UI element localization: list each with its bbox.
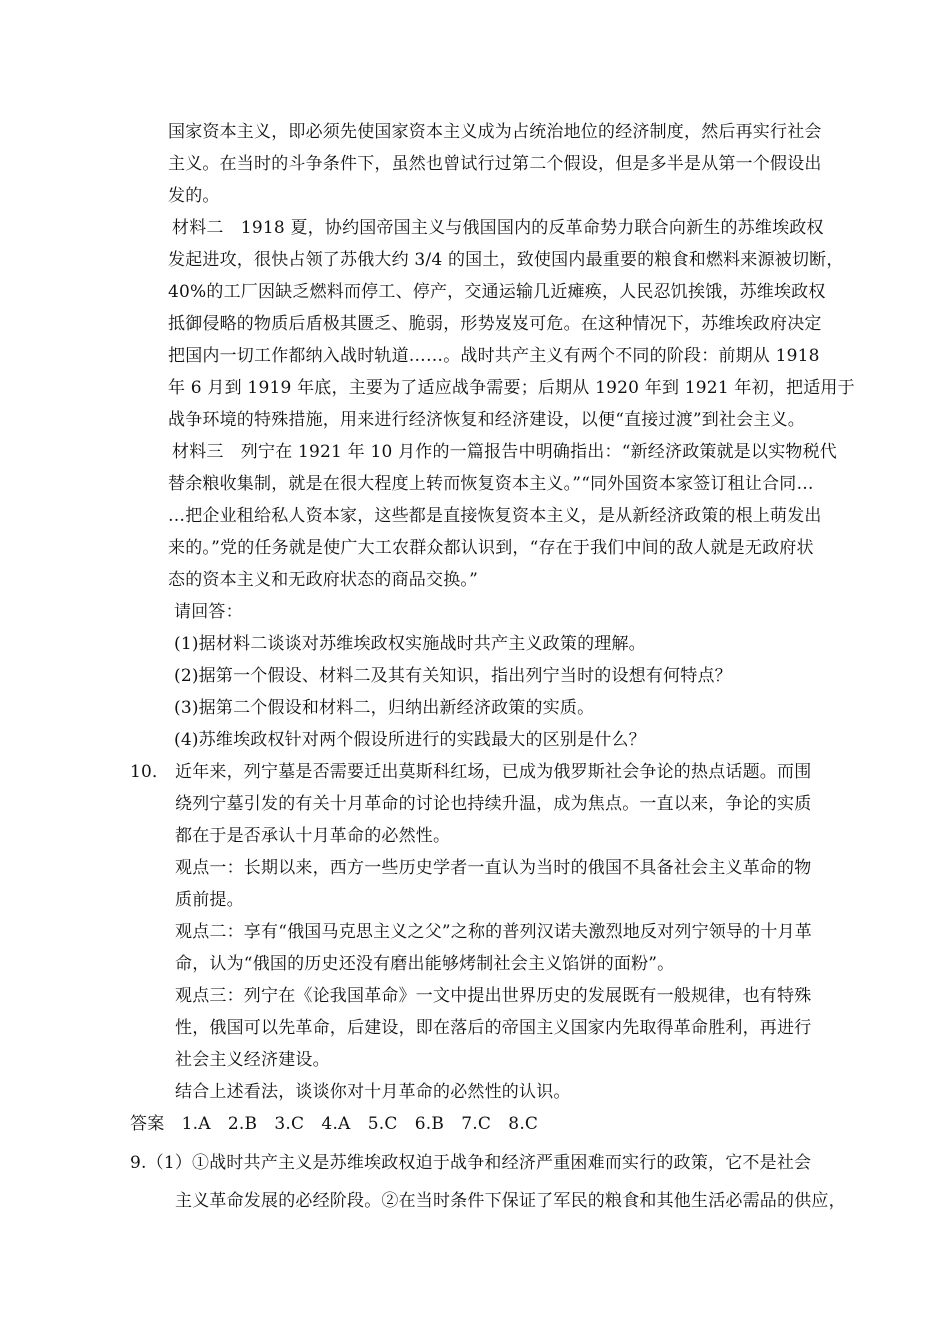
viewpoint-line: 性，俄国可以先革命，后建设，即在落后的帝国主义国家内先取得革命胜利，再进行 — [175, 1018, 812, 1038]
text-line: …把企业租给私人资本家，这些都是直接恢复资本主义，是从新经济政策的根上萌发出 — [168, 506, 822, 526]
text-line: 发起进攻，很快占领了苏俄大约 3/4 的国土，致使国内最重要的粮食和燃料来源被切断， — [168, 250, 844, 270]
viewpoint-line: 社会主义经济建设。 — [175, 1050, 330, 1070]
text-line: 40%的工厂因缺乏燃料而停工、停产，交通运输几近瘫痪，人民忍饥挨饿，苏维埃政权 — [168, 282, 826, 302]
text-line: 绕列宁墓引发的有关十月革命的讨论也持续升温，成为焦点。一直以来，争论的实质 — [175, 794, 812, 814]
question-item: (2)据第一个假设、材料二及其有关知识，指出列宁当时的设想有何特点？ — [174, 666, 732, 686]
viewpoint-line: 质前提。 — [175, 890, 244, 910]
text-line: 态的资本主义和无政府状态的商品交换。” — [168, 570, 478, 590]
text-line: 都在于是否承认十月革命的必然性。 — [175, 826, 451, 846]
text-line: 国家资本主义，即必须先使国家资本主义成为占统治地位的经济制度，然后再实行社会 — [168, 122, 822, 142]
answer-line: 主义革命发展的必经阶段。②在当时条件下保证了军民的粮食和其他生活必需品的供应， — [175, 1191, 846, 1211]
viewpoint-line: 观点二：享有“俄国马克思主义之父”之称的普列汉诺夫激烈地反对列宁领导的十月革 — [175, 922, 812, 942]
question-item: (4)苏维埃政权针对两个假设所进行的实践最大的区别是什么？ — [174, 730, 646, 750]
text-line: 替余粮收集制，就是在很大程度上转而恢复资本主义。”“同外国资本家签订租让合同… — [168, 474, 814, 494]
question-prompt: 请回答： — [174, 602, 243, 622]
text-line: 抵御侵略的物质后盾极其匮乏、脆弱，形势岌岌可危。在这种情况下，苏维埃政府决定 — [168, 314, 822, 334]
question-prompt: 结合上述看法，谈谈你对十月革命的必然性的认识。 — [175, 1082, 571, 1102]
text-line: 来的。”党的任务就是使广大工农群众都认识到，“存在于我们中间的敌人就是无政府状 — [168, 538, 814, 558]
answer-line: 9.（1）①战时共产主义是苏维埃政权迫于战争和经济严重困难而实行的政策，它不是社会 — [130, 1153, 812, 1173]
text-line: 年 6 月到 1919 年底，主要为了适应战争需要；后期从 1920 年到 1921 年初，把适用于 — [168, 378, 855, 398]
viewpoint-line: 观点一：长期以来，西方一些历史学者一直认为当时的俄国不具备社会主义革命的物 — [175, 858, 812, 878]
text-line: 材料二 1918 夏，协约国帝国主义与俄国国内的反革命势力联合向新生的苏维埃政权 — [172, 218, 824, 238]
text-line: 战争环境的特殊措施，用来进行经济恢复和经济建设，以便“直接过渡”到社会主义。 — [168, 410, 805, 430]
text-line: 把国内一切工作都纳入战时轨道……。战时共产主义有两个不同的阶段：前期从 1918 — [168, 346, 820, 366]
text-line: 近年来，列宁墓是否需要迁出莫斯科红场，已成为俄罗斯社会争论的热点话题。而围 — [175, 762, 812, 782]
text-line: 发的。 — [168, 186, 220, 206]
viewpoint-line: 命，认为“俄国的历史还没有磨出能够烤制社会主义馅饼的面粉”。 — [175, 954, 675, 974]
viewpoint-line: 观点三：列宁在《论我国革命》一文中提出世界历史的发展既有一般规律，也有特殊 — [175, 986, 812, 1006]
question-item: (3)据第二个假设和材料二，归纳出新经济政策的实质。 — [174, 698, 595, 718]
text-line: 材料三 列宁在 1921 年 10 月作的一篇报告中明确指出：“新经济政策就是以实物税代 — [172, 442, 837, 462]
text-line: 主义。在当时的斗争条件下，虽然也曾试行过第二个假设，但是多半是从第一个假设出 — [168, 154, 822, 174]
question-number: 10． — [130, 762, 170, 782]
answer-key: 答案 1.A 2.B 3.C 4.A 5.C 6.B 7.C 8.C — [130, 1114, 539, 1134]
question-item: (1)据材料二谈谈对苏维埃政权实施战时共产主义政策的理解。 — [174, 634, 646, 654]
